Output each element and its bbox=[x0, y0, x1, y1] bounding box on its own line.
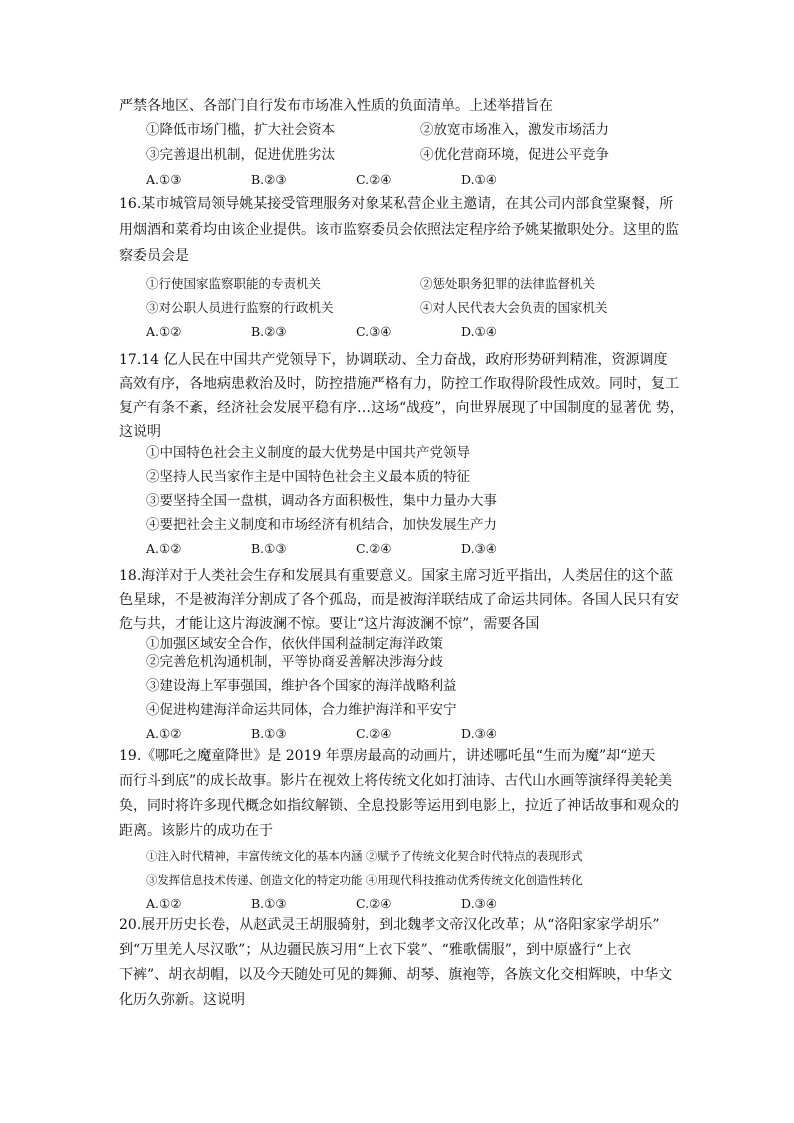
option-3: ③建设海上军事强国，维护各个国家的海洋战略利益 bbox=[146, 678, 457, 694]
choice-d: D.③④ bbox=[461, 726, 497, 741]
choice-c: C.②④ bbox=[356, 172, 392, 187]
question-stem-line: 化历久弥新。这说明 bbox=[119, 992, 245, 1008]
option-4: ④优化营商环境，促进公平竞争 bbox=[420, 147, 609, 163]
question-stem-line: 20.展开历史长卷，从赵武灵王胡服骑射，到北魏孝文帝汉化改革；从“洛阳家家学胡乐” bbox=[119, 917, 660, 933]
choice-c: C.②④ bbox=[356, 541, 392, 556]
choice-a: A.①② bbox=[146, 541, 182, 556]
question-stem-line: 下裤”、胡衣胡帽，以及今天随处可见的舞狮、胡琴、旗袍等，各族文化交相辉映，中华文 bbox=[119, 967, 673, 983]
choice-a: A.①② bbox=[146, 324, 182, 339]
question-stem-line: 复产有条不紊，经济社会发展平稳有序…这场“战疫”，向世界展现了中国制度的显著优 势， bbox=[119, 400, 684, 416]
choice-b: B.②③ bbox=[251, 172, 287, 187]
choice-d: D.①④ bbox=[461, 324, 497, 339]
question-stem-line: 17.14 亿人民在中国共产党领导下，协调联动、全力奋战，政府形势研判精准，资源调度 bbox=[119, 352, 668, 368]
choice-c: C.②④ bbox=[356, 726, 392, 741]
question-stem-line: 高效有序，各地病患救治及时，防控措施严格有力，防控工作取得阶段性成效。同时，复工 bbox=[119, 376, 679, 392]
choice-a: A.①② bbox=[146, 896, 182, 911]
option-3: ③要坚持全国一盘棋，调动各方面积极性，集中力量办大事 bbox=[146, 493, 497, 509]
question-stem-line: 这说明 bbox=[119, 424, 161, 440]
option-1: ①行使国家监察职能的专责机关 bbox=[146, 276, 322, 291]
option-4: ④要把社会主义制度和市场经济有机结合，加快发展生产力 bbox=[146, 517, 497, 533]
question-stem-line: 严禁各地区、各部门自行发布市场准入性质的负面清单。上述举措旨在 bbox=[119, 98, 553, 114]
choice-d: D.③④ bbox=[461, 896, 497, 911]
option-3: ③对公职人员进行监察的行政机关 bbox=[146, 300, 334, 315]
option-4: ④促进构建海洋命运共同体，合力维护海洋和平安宁 bbox=[146, 702, 457, 718]
question-stem-line: 察委员会是 bbox=[119, 248, 189, 264]
question-stem-line: 用烟酒和菜肴均由该企业提供。该市监察委员会依照法定程序给予姚某撤职处分。这里的监 bbox=[119, 222, 679, 238]
question-stem-line: 而行斗到底”的成长故事。影片在视效上将传统文化如打油诗、古代山水画等演绎得美轮美 bbox=[119, 773, 673, 789]
option-row-1-2: ①注入时代精神，丰富传统文化的基本内涵 ②赋予了传统文化契合时代特点的表现形式 bbox=[146, 849, 583, 863]
question-stem-line: 奂，同时将许多现代概念如指纹解锁、全息投影等运用到电影上，拉近了神话故事和观众的 bbox=[119, 798, 679, 814]
question-stem-line: 危与共，才能让这片海波澜不惊。要让“这片海波澜不惊”，需要各国 bbox=[119, 616, 540, 632]
choice-d: D.③④ bbox=[461, 541, 497, 556]
choice-c: C.③④ bbox=[356, 324, 392, 339]
question-stem-line: 18.海洋对于人类社会生存和发展具有重要意义。国家主席习近平指出，人类居住的这个蓝 bbox=[119, 568, 674, 584]
question-stem-line: 19.《哪吒之魔童降世》是 2019 年票房最高的动画片，讲述哪吒虽“生而为魔”却“逆天 bbox=[119, 748, 656, 764]
choice-c: C.②④ bbox=[356, 896, 392, 911]
option-1: ①降低市场门槛，扩大社会资本 bbox=[146, 122, 335, 138]
choice-b: B.①③ bbox=[251, 896, 287, 911]
option-2: ②惩处职务犯罪的法律监督机关 bbox=[420, 276, 596, 291]
choice-b: B.①③ bbox=[251, 541, 287, 556]
option-4: ④对人民代表大会负责的国家机关 bbox=[420, 300, 608, 315]
option-2: ②坚持人民当家作主是中国特色社会主义最本质的特征 bbox=[146, 469, 470, 485]
option-2: ②完善危机沟通机制，平等协商妥善解决涉海分歧 bbox=[146, 654, 443, 670]
question-stem-line: 到“万里羌人尽汉歌”；从边疆民族习用“上衣下裳”、“雅歌儒服”，到中原盛行“上衣 bbox=[119, 942, 632, 958]
choice-a: A.①② bbox=[146, 726, 182, 741]
question-stem-line: 距离。该影片的成功在于 bbox=[119, 823, 273, 839]
option-2: ②放宽市场准入，激发市场活力 bbox=[420, 122, 609, 138]
option-3: ③完善退出机制，促进优胜劣汰 bbox=[146, 147, 335, 163]
choice-b: B.①③ bbox=[251, 726, 287, 741]
choice-d: D.①④ bbox=[461, 172, 497, 187]
question-stem-line: 16.某市城管局领导姚某接受管理服务对象某私营企业主邀请，在其公司内部食堂聚餐，所 bbox=[119, 196, 674, 212]
option-row-3-4: ③发挥信息技术传递、创造文化的特定功能 ④用现代科技推动优秀传统文化创造性转化 bbox=[146, 873, 583, 887]
option-1: ①中国特色社会主义制度的最大优势是中国共产党领导 bbox=[146, 445, 470, 461]
option-1: ①加强区域安全合作，依伙伴国利益制定海洋政策 bbox=[146, 636, 443, 652]
choice-b: B.②③ bbox=[251, 324, 287, 339]
question-stem-line: 色星球，不是被海洋分割成了各个孤岛，而是被海洋联结成了命运共同体。各国人民只有安 bbox=[119, 592, 679, 608]
choice-a: A.①③ bbox=[146, 172, 182, 187]
